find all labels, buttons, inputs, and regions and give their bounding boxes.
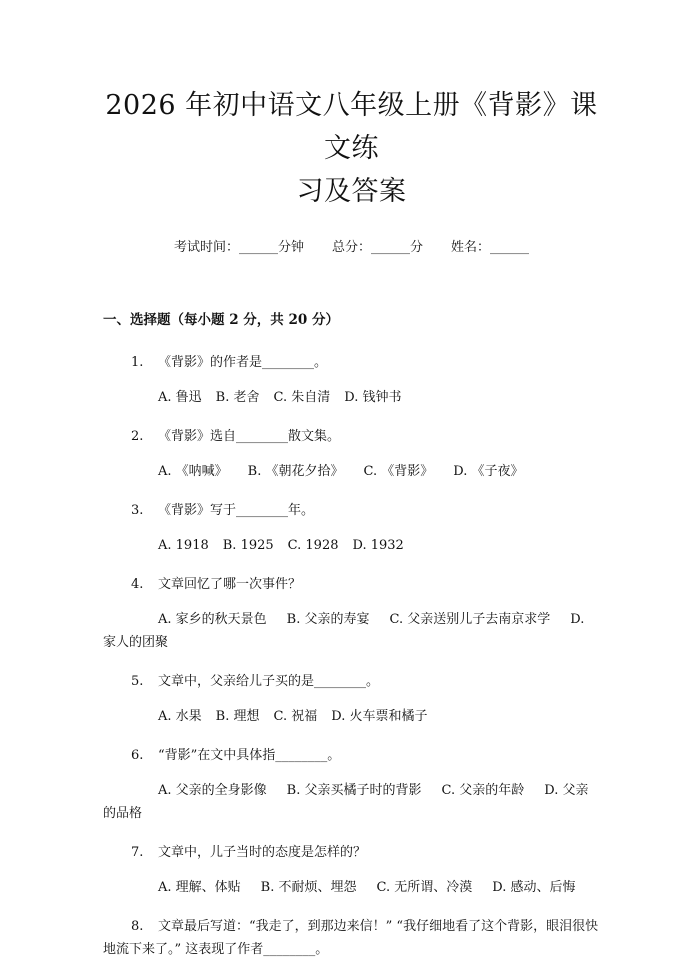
- option-a: A. 家乡的秋天景色: [158, 612, 267, 627]
- question-number: 1.: [131, 355, 144, 370]
- question-number: 7.: [131, 845, 144, 860]
- options-2: [103, 460, 600, 483]
- exam-score: 总分：______分: [331, 240, 423, 255]
- option-b: B. 不耐烦、埋怨: [260, 880, 357, 895]
- question-text: 文章回忆了哪一次事件？: [158, 577, 302, 592]
- question-number: 6.: [131, 748, 144, 763]
- option-a: A. 水果: [158, 709, 202, 724]
- question-text: 《背影》选自________散文集。: [158, 429, 341, 444]
- option-b: B. 父亲的寿宴: [286, 612, 370, 627]
- question-text: 《背影》的作者是________。: [158, 355, 328, 370]
- option-d: D. 1932: [352, 538, 404, 553]
- options-3: [103, 534, 600, 557]
- question-text: 文章中，父亲给儿子买的是________。: [158, 674, 380, 689]
- option-a: A. 理解、体贴: [158, 880, 241, 895]
- document-title: [103, 0, 600, 213]
- question-number: 2.: [131, 429, 144, 444]
- exam-name: 姓名：______: [451, 240, 530, 255]
- option-c: C. 祝福: [273, 709, 318, 724]
- question-text: “背影”在文中具体指________。: [158, 748, 341, 763]
- option-a: A. 1918: [158, 538, 209, 553]
- question-7: [103, 841, 600, 864]
- options-6: [103, 779, 600, 825]
- section-title: 一、选择题（每小题 2 分，共 20 分）: [103, 312, 339, 328]
- option-a: A. 父亲的全身影像: [158, 783, 267, 798]
- question-text: 文章中，儿子当时的态度是怎样的？: [158, 845, 367, 860]
- option-d: D. 父亲的品格: [103, 783, 589, 821]
- option-b: B. 父亲买橘子时的背影: [286, 783, 422, 798]
- options-1: [103, 386, 600, 409]
- option-b: B. 理想: [215, 709, 260, 724]
- question-number: 8.: [131, 919, 144, 934]
- option-b: B. 老舍: [215, 390, 260, 405]
- question-number: 5.: [131, 674, 144, 689]
- option-d: D. 家人的团聚: [103, 612, 585, 650]
- option-d: D. 《子夜》: [453, 464, 524, 479]
- question-1: [103, 351, 600, 374]
- question-8: [103, 915, 600, 961]
- option-c: C. 父亲送别儿子去南京求学: [389, 612, 551, 627]
- option-d: D. 感动、后悔: [492, 880, 576, 895]
- options-4: [103, 608, 600, 654]
- question-4: [103, 573, 600, 596]
- question-text: 《背影》写于________年。: [158, 503, 315, 518]
- option-c: C. 1928: [287, 538, 339, 553]
- question-5: [103, 670, 600, 693]
- exam-time: 考试时间：______分钟: [173, 240, 304, 255]
- option-a: A. 《呐喊》: [158, 464, 228, 479]
- question-6: [103, 744, 600, 767]
- exam-info: [103, 238, 600, 258]
- option-c: C. 父亲的年龄: [441, 783, 525, 798]
- title-line-1: 2026 年初中语文八年级上册《背影》课文练: [105, 90, 598, 164]
- option-c: C. 无所谓、冷漠: [376, 880, 473, 895]
- option-b: B. 1925: [222, 538, 274, 553]
- option-c: C. 《背影》: [363, 464, 434, 479]
- options-5: [103, 705, 600, 728]
- options-7: [103, 876, 600, 899]
- question-3: [103, 499, 600, 522]
- question-number: 3.: [131, 503, 144, 518]
- option-b: B. 《朝花夕拾》: [247, 464, 344, 479]
- option-d: D. 钱钟书: [344, 390, 402, 405]
- option-c: C. 朱自清: [273, 390, 331, 405]
- question-number: 4.: [131, 577, 144, 592]
- option-a: A. 鲁迅: [158, 390, 202, 405]
- title-line-2: 习及答案: [296, 176, 407, 207]
- question-text: 文章最后写道：“我走了，到那边来信！” “我仔细地看了这个背影，眼泪很快地流下来了。” 这表现了作者________。: [103, 919, 599, 957]
- question-2: [103, 425, 600, 448]
- option-d: D. 火车票和橘子: [331, 709, 428, 724]
